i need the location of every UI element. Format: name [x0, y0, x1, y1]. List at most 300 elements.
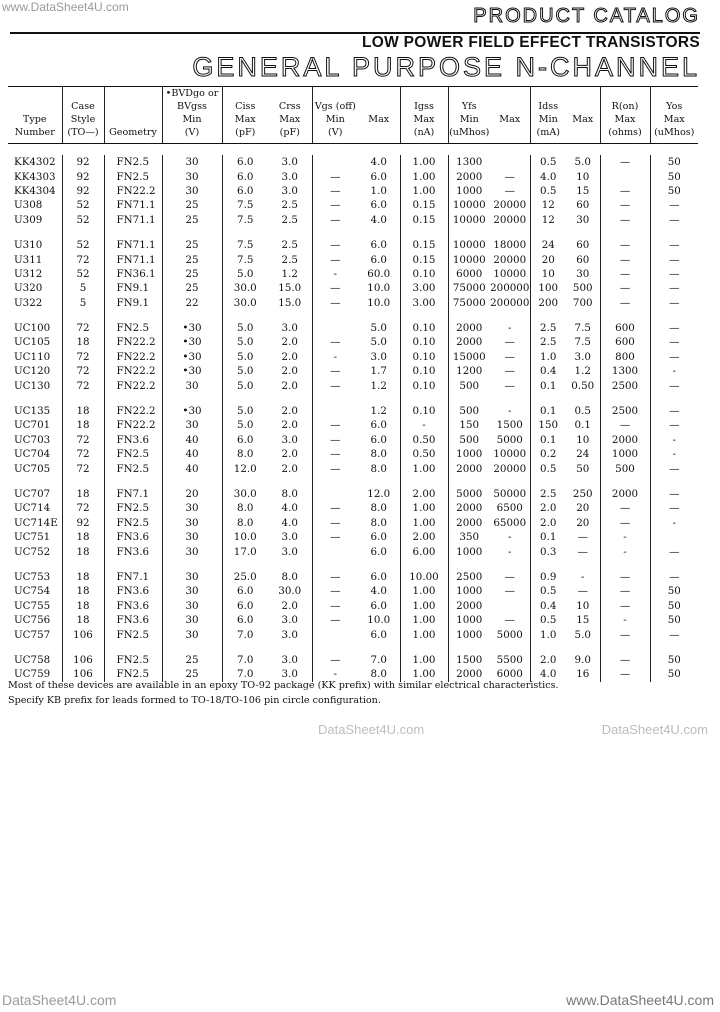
spec-cell: 18	[62, 584, 104, 598]
spec-cell: FN2.5	[104, 516, 162, 530]
spec-cell: 92	[62, 184, 104, 198]
spec-cell: 1.00	[400, 461, 448, 475]
spec-cell: 106	[62, 627, 104, 641]
column-header-line: (pF)	[235, 127, 256, 138]
spec-cell: 6.0	[222, 169, 268, 183]
spec-cell: 1000	[448, 184, 490, 198]
column-header-line: Min	[325, 114, 345, 125]
spec-cell: 1200	[448, 364, 490, 378]
spec-cell: 8.0	[370, 668, 387, 681]
spacer-cell	[162, 476, 222, 487]
type-number-cell: KK4302	[14, 156, 56, 169]
spacer-cell	[650, 476, 698, 487]
column-header-line: Max	[368, 114, 390, 125]
spec-cell: 2500	[600, 404, 650, 418]
spec-cell: 2000	[448, 335, 490, 349]
spec-cell: —	[504, 350, 515, 363]
spec-cell: 6.0	[222, 584, 268, 598]
spec-cell: FN3.6	[104, 584, 162, 598]
table-row	[8, 501, 698, 515]
spec-cell: 10000	[493, 448, 527, 461]
column-header	[358, 87, 400, 144]
spacer-cell	[162, 642, 222, 653]
spec-cell: 5.0	[222, 404, 268, 418]
spacer-cell	[400, 310, 448, 321]
spec-cell: 5.0	[222, 418, 268, 432]
spacer-cell	[650, 393, 698, 404]
spacer-cell	[358, 310, 400, 321]
spec-cell: 0.1	[530, 378, 566, 392]
spacer-cell	[312, 559, 358, 570]
spec-cell: 2.0	[281, 350, 298, 363]
spec-cell: 2000	[448, 321, 490, 335]
spec-cell: 1.00	[400, 627, 448, 641]
type-number-cell: UC704	[14, 448, 51, 461]
spec-cell: 0.50	[400, 433, 448, 447]
table-row	[8, 169, 698, 183]
spec-cell: 16	[576, 668, 590, 681]
spec-cell: FN3.6	[104, 530, 162, 544]
spacer-cell	[490, 559, 530, 570]
spec-cell: —	[600, 570, 650, 584]
table-row	[8, 627, 698, 641]
spec-cell: 20	[576, 502, 590, 515]
spec-cell: 0.1	[530, 404, 566, 418]
spec-cell: 18000	[493, 239, 527, 252]
spec-cell: 20000	[493, 253, 527, 266]
type-number-cell: U309	[14, 213, 43, 226]
spec-cell: 30	[162, 599, 222, 613]
spec-cell: 6.0	[370, 253, 387, 266]
page-title: GENERAL PURPOSE N-CHANNEL	[192, 52, 700, 82]
spec-cell: 0.4	[530, 364, 566, 378]
spec-cell: 7.5	[222, 198, 268, 212]
spacer-cell	[490, 476, 530, 487]
spec-cell: 0.1	[530, 433, 566, 447]
spec-cell: —	[600, 267, 650, 281]
spacer-cell	[448, 310, 490, 321]
spacer-cell	[268, 642, 312, 653]
spacer-cell	[268, 393, 312, 404]
spec-cell: 3.00	[400, 296, 448, 310]
spacer-cell	[566, 144, 600, 156]
spec-cell: 18	[62, 570, 104, 584]
spec-cell: 6000	[448, 267, 490, 281]
spec-cell: 2.0	[281, 379, 298, 392]
spacer-cell	[268, 144, 312, 156]
spec-cell: —	[600, 653, 650, 667]
spec-cell: 500	[600, 461, 650, 475]
spec-cell: 72	[62, 461, 104, 475]
spec-cell: 5	[62, 296, 104, 310]
spec-cell: —	[504, 170, 515, 183]
column-header-line: (pF)	[279, 127, 300, 138]
spec-cell: 600	[600, 321, 650, 335]
type-number-cell: KK4304	[14, 184, 56, 197]
spec-cell: 20000	[493, 213, 527, 226]
spec-cell: 10000	[448, 252, 490, 266]
spacer-cell	[448, 642, 490, 653]
spec-cell: FN2.5	[104, 627, 162, 641]
spec-cell: 20	[162, 487, 222, 501]
spec-cell: 1500	[496, 419, 523, 432]
column-header-line	[105, 113, 162, 126]
spec-cell: 1.0	[370, 184, 387, 197]
spec-cell: FN22.2	[104, 350, 162, 364]
type-number-cell: UC707	[14, 488, 51, 500]
spec-cell: 72	[62, 501, 104, 515]
watermark-top: www.DataSheet4U.com	[2, 0, 129, 14]
spec-cell: —	[312, 433, 358, 447]
spacer-cell	[62, 559, 104, 570]
spec-cell: 0.10	[400, 404, 448, 418]
spacer-cell	[222, 144, 268, 156]
table-row	[8, 213, 698, 227]
spec-cell: -	[650, 516, 698, 530]
spec-cell: —	[600, 516, 650, 530]
spec-cell: FN3.6	[104, 599, 162, 613]
column-header-line	[268, 87, 312, 100]
spec-cell: 500	[448, 404, 490, 418]
column-header-line	[63, 87, 104, 100]
spec-cell: 50	[650, 653, 698, 667]
spec-cell: FN2.5	[104, 321, 162, 335]
spec-cell: 2000	[600, 487, 650, 501]
spec-cell	[312, 155, 358, 169]
spec-cell: 2.5	[530, 321, 566, 335]
type-number-cell: UC130	[14, 379, 51, 392]
spec-cell: 200	[530, 296, 566, 310]
column-header-line: Min	[182, 114, 202, 125]
spacer-cell	[490, 310, 530, 321]
spec-cell: 6.0	[370, 570, 387, 583]
group-spacer	[8, 144, 698, 156]
spec-cell: —	[600, 281, 650, 295]
spec-cell: 3.0	[281, 614, 298, 627]
spec-cell: 60.0	[367, 267, 391, 280]
spec-cell: 15.0	[278, 282, 302, 295]
watermark-right: DataSheet4U.com	[601, 722, 708, 737]
spacer-cell	[8, 642, 62, 653]
spec-cell: 0.15	[400, 238, 448, 252]
spec-cell: -	[508, 405, 512, 418]
spacer-cell	[8, 144, 62, 156]
column-header-line	[358, 126, 400, 139]
spec-cell: 0.15	[400, 213, 448, 227]
spec-cell: 5.0	[574, 628, 591, 641]
spec-cell: 30	[162, 501, 222, 515]
column-header-line	[651, 87, 699, 100]
spec-cell: 75000	[448, 296, 490, 310]
spec-cell: 3.0	[281, 170, 298, 183]
spacer-cell	[490, 227, 530, 238]
spec-cell: -	[600, 530, 650, 544]
spec-cell: 2500	[448, 570, 490, 584]
spec-cell: 6.0	[222, 155, 268, 169]
spec-cell: 15000	[448, 350, 490, 364]
spec-cell: 25	[162, 267, 222, 281]
spec-cell: 7.5	[222, 213, 268, 227]
type-number-cell: U310	[14, 239, 43, 252]
spec-cell: 8.0	[222, 516, 268, 530]
spec-cell: FN71.1	[104, 238, 162, 252]
spec-cell: 52	[62, 198, 104, 212]
spec-cell: FN7.1	[104, 487, 162, 501]
spec-cell: 2.5	[281, 253, 298, 266]
group-spacer	[8, 559, 698, 570]
spec-cell: 18	[62, 544, 104, 558]
spec-cell: -	[600, 613, 650, 627]
spec-cell: 5.0	[222, 335, 268, 349]
spec-cell: FN2.5	[104, 667, 162, 681]
spacer-cell	[566, 393, 600, 404]
column-header-line	[358, 100, 400, 113]
column-header-line	[105, 100, 162, 113]
spec-cell: —	[312, 184, 358, 198]
spec-cell: —	[504, 184, 515, 197]
column-header-line: Max	[413, 114, 435, 125]
spec-cell: 2500	[600, 378, 650, 392]
column-header-line	[401, 87, 448, 100]
spec-cell: 25	[162, 667, 222, 681]
table-row	[8, 238, 698, 252]
table-row	[8, 447, 698, 461]
spec-cell: 60	[576, 253, 590, 266]
spec-cell: —	[312, 238, 358, 252]
spec-cell: 10	[530, 267, 566, 281]
spec-cell: —	[650, 487, 698, 501]
spacer-cell	[600, 476, 650, 487]
spec-cell: 10.0	[222, 530, 268, 544]
spec-cell: 25.0	[222, 570, 268, 584]
spec-cell: 10.00	[400, 570, 448, 584]
spacer-cell	[62, 476, 104, 487]
spec-cell: 72	[62, 447, 104, 461]
spec-cell: 7.5	[574, 322, 591, 335]
spec-cell: -	[400, 418, 448, 432]
spec-cell: 17.0	[222, 544, 268, 558]
spacer-cell	[650, 227, 698, 238]
type-number-cell: U322	[14, 296, 43, 309]
spec-cell: 12	[530, 213, 566, 227]
spec-cell: 50	[650, 599, 698, 613]
spec-cell: —	[650, 418, 698, 432]
spec-cell: 10	[576, 599, 590, 612]
spec-cell: 75000	[448, 281, 490, 295]
spec-cell: —	[312, 516, 358, 530]
column-header-line	[531, 87, 567, 100]
spec-cell: 0.10	[400, 364, 448, 378]
spacer-cell	[400, 144, 448, 156]
spec-cell: 4.0	[370, 156, 387, 169]
spec-cell: 50	[650, 613, 698, 627]
spec-cell: 6500	[496, 502, 523, 515]
spec-cell: 25	[162, 238, 222, 252]
column-header-line: Case	[71, 101, 95, 112]
spec-cell: —	[650, 378, 698, 392]
type-number-cell: KK4303	[14, 170, 56, 183]
spec-cell: 6.0	[222, 184, 268, 198]
spec-cell: 0.1	[574, 419, 591, 432]
spec-cell: 500	[572, 282, 593, 295]
spec-cell: 72	[62, 252, 104, 266]
table-row	[8, 155, 698, 169]
spec-cell: 1.00	[400, 653, 448, 667]
table-row	[8, 516, 698, 530]
table-row	[8, 378, 698, 392]
spec-cell: 6.0	[370, 199, 387, 212]
spec-cell: 7.0	[370, 653, 387, 666]
spec-cell: —	[650, 461, 698, 475]
spec-cell: 200000	[490, 282, 530, 295]
spec-cell: 25	[162, 252, 222, 266]
type-number-cell: UC135	[14, 405, 51, 418]
spec-cell: 800	[600, 350, 650, 364]
spacer-cell	[600, 227, 650, 238]
table-row	[8, 487, 698, 501]
spec-cell: 8.0	[281, 570, 298, 583]
spec-cell: —	[312, 252, 358, 266]
column-header-line: Max	[663, 114, 685, 125]
spec-cell: 1.2	[574, 365, 591, 378]
spec-cell: •30	[162, 321, 222, 335]
spacer-cell	[490, 642, 530, 653]
section-subtitle: LOW POWER FIELD EFFECT TRANSISTORS	[362, 34, 700, 51]
spec-cell: 6.0	[222, 433, 268, 447]
spec-cell: —	[600, 418, 650, 432]
column-header	[448, 87, 490, 144]
spec-cell: -	[312, 350, 358, 364]
spacer-cell	[530, 393, 566, 404]
table-row	[8, 184, 698, 198]
spec-cell: 2.0	[281, 599, 298, 612]
spec-cell: •30	[162, 350, 222, 364]
spec-cell: 92	[62, 155, 104, 169]
spacer-cell	[312, 227, 358, 238]
column-header-line: (mA)	[536, 127, 560, 138]
spec-cell: 106	[62, 653, 104, 667]
spec-cell: 2000	[448, 501, 490, 515]
spec-cell: -	[312, 267, 358, 281]
column-header	[600, 87, 650, 144]
spec-cell: 1.2	[370, 405, 387, 418]
spec-cell: 2.5	[281, 199, 298, 212]
spacer-cell	[222, 476, 268, 487]
spec-cell	[312, 627, 358, 641]
spec-cell: 52	[62, 238, 104, 252]
spec-cell: 18	[62, 418, 104, 432]
spec-cell: 30.0	[222, 296, 268, 310]
spec-cell: 8.0	[370, 448, 387, 461]
spec-cell: 25	[162, 213, 222, 227]
spec-cell: —	[650, 267, 698, 281]
column-header-line	[566, 126, 600, 139]
column-header	[650, 87, 698, 144]
spacer-cell	[358, 642, 400, 653]
table-row	[8, 404, 698, 418]
spec-cell: -	[650, 433, 698, 447]
spec-cell: 0.15	[400, 198, 448, 212]
spec-cell: —	[312, 281, 358, 295]
spec-cell: 18	[62, 599, 104, 613]
spacer-cell	[566, 227, 600, 238]
table-row	[8, 530, 698, 544]
spacer-cell	[104, 227, 162, 238]
column-header-line: Vgs (off)	[314, 101, 356, 112]
spec-cell: 700	[572, 296, 593, 309]
spec-cell: 4.0	[281, 502, 298, 515]
spec-cell: 40	[162, 447, 222, 461]
spec-cell: -	[312, 667, 358, 681]
spec-cell: •30	[162, 404, 222, 418]
spec-cell: —	[312, 296, 358, 310]
spec-cell: 1.00	[400, 169, 448, 183]
spec-cell: FN7.1	[104, 570, 162, 584]
spec-cell: 6.0	[370, 170, 387, 183]
spec-cell: —	[650, 501, 698, 515]
spec-cell: 3.0	[281, 156, 298, 169]
spec-cell: 18	[62, 335, 104, 349]
column-header-line	[490, 87, 530, 100]
spec-cell: 0.5	[530, 584, 566, 598]
spec-cell: FN3.6	[104, 613, 162, 627]
spacer-cell	[600, 642, 650, 653]
column-header-line: (uMhos)	[449, 127, 490, 138]
spec-cell: —	[312, 570, 358, 584]
spec-cell: 50	[650, 584, 698, 598]
table-row	[8, 461, 698, 475]
spec-cell: 30	[576, 267, 590, 280]
spec-cell: 30	[162, 627, 222, 641]
table-row	[8, 584, 698, 598]
column-header-line: Type	[22, 114, 47, 125]
table-row	[8, 364, 698, 378]
spec-cell: 60	[576, 239, 590, 252]
spec-cell: —	[504, 379, 515, 392]
spec-cell: 24	[530, 238, 566, 252]
spec-cell: FN2.5	[104, 653, 162, 667]
spec-cell: 1000	[448, 613, 490, 627]
spacer-cell	[448, 559, 490, 570]
column-header-line: Max	[572, 114, 594, 125]
spec-cell: —	[600, 296, 650, 310]
spec-cell: 20000	[493, 199, 527, 212]
spacer-cell	[312, 310, 358, 321]
spacer-cell	[448, 393, 490, 404]
group-spacer	[8, 642, 698, 653]
spacer-cell	[448, 227, 490, 238]
spec-cell: 30	[162, 169, 222, 183]
spacer-cell	[530, 310, 566, 321]
spec-cell: 500	[448, 433, 490, 447]
spec-cell: 3.0	[281, 545, 298, 558]
spacer-cell	[162, 559, 222, 570]
column-header-line: Igss	[414, 101, 434, 112]
spec-cell: 60	[576, 199, 590, 212]
spec-cell: 250	[572, 488, 593, 500]
column-header-line: BVgss	[177, 101, 207, 112]
spacer-cell	[162, 227, 222, 238]
spacer-cell	[490, 393, 530, 404]
spec-cell: —	[650, 544, 698, 558]
spec-cell: 0.5	[530, 613, 566, 627]
spec-cell: —	[600, 584, 650, 598]
spec-cell: -	[508, 322, 512, 335]
spec-cell: —	[312, 378, 358, 392]
spec-cell: FN2.5	[104, 461, 162, 475]
spec-cell: 3.00	[400, 281, 448, 295]
column-header	[162, 87, 222, 144]
